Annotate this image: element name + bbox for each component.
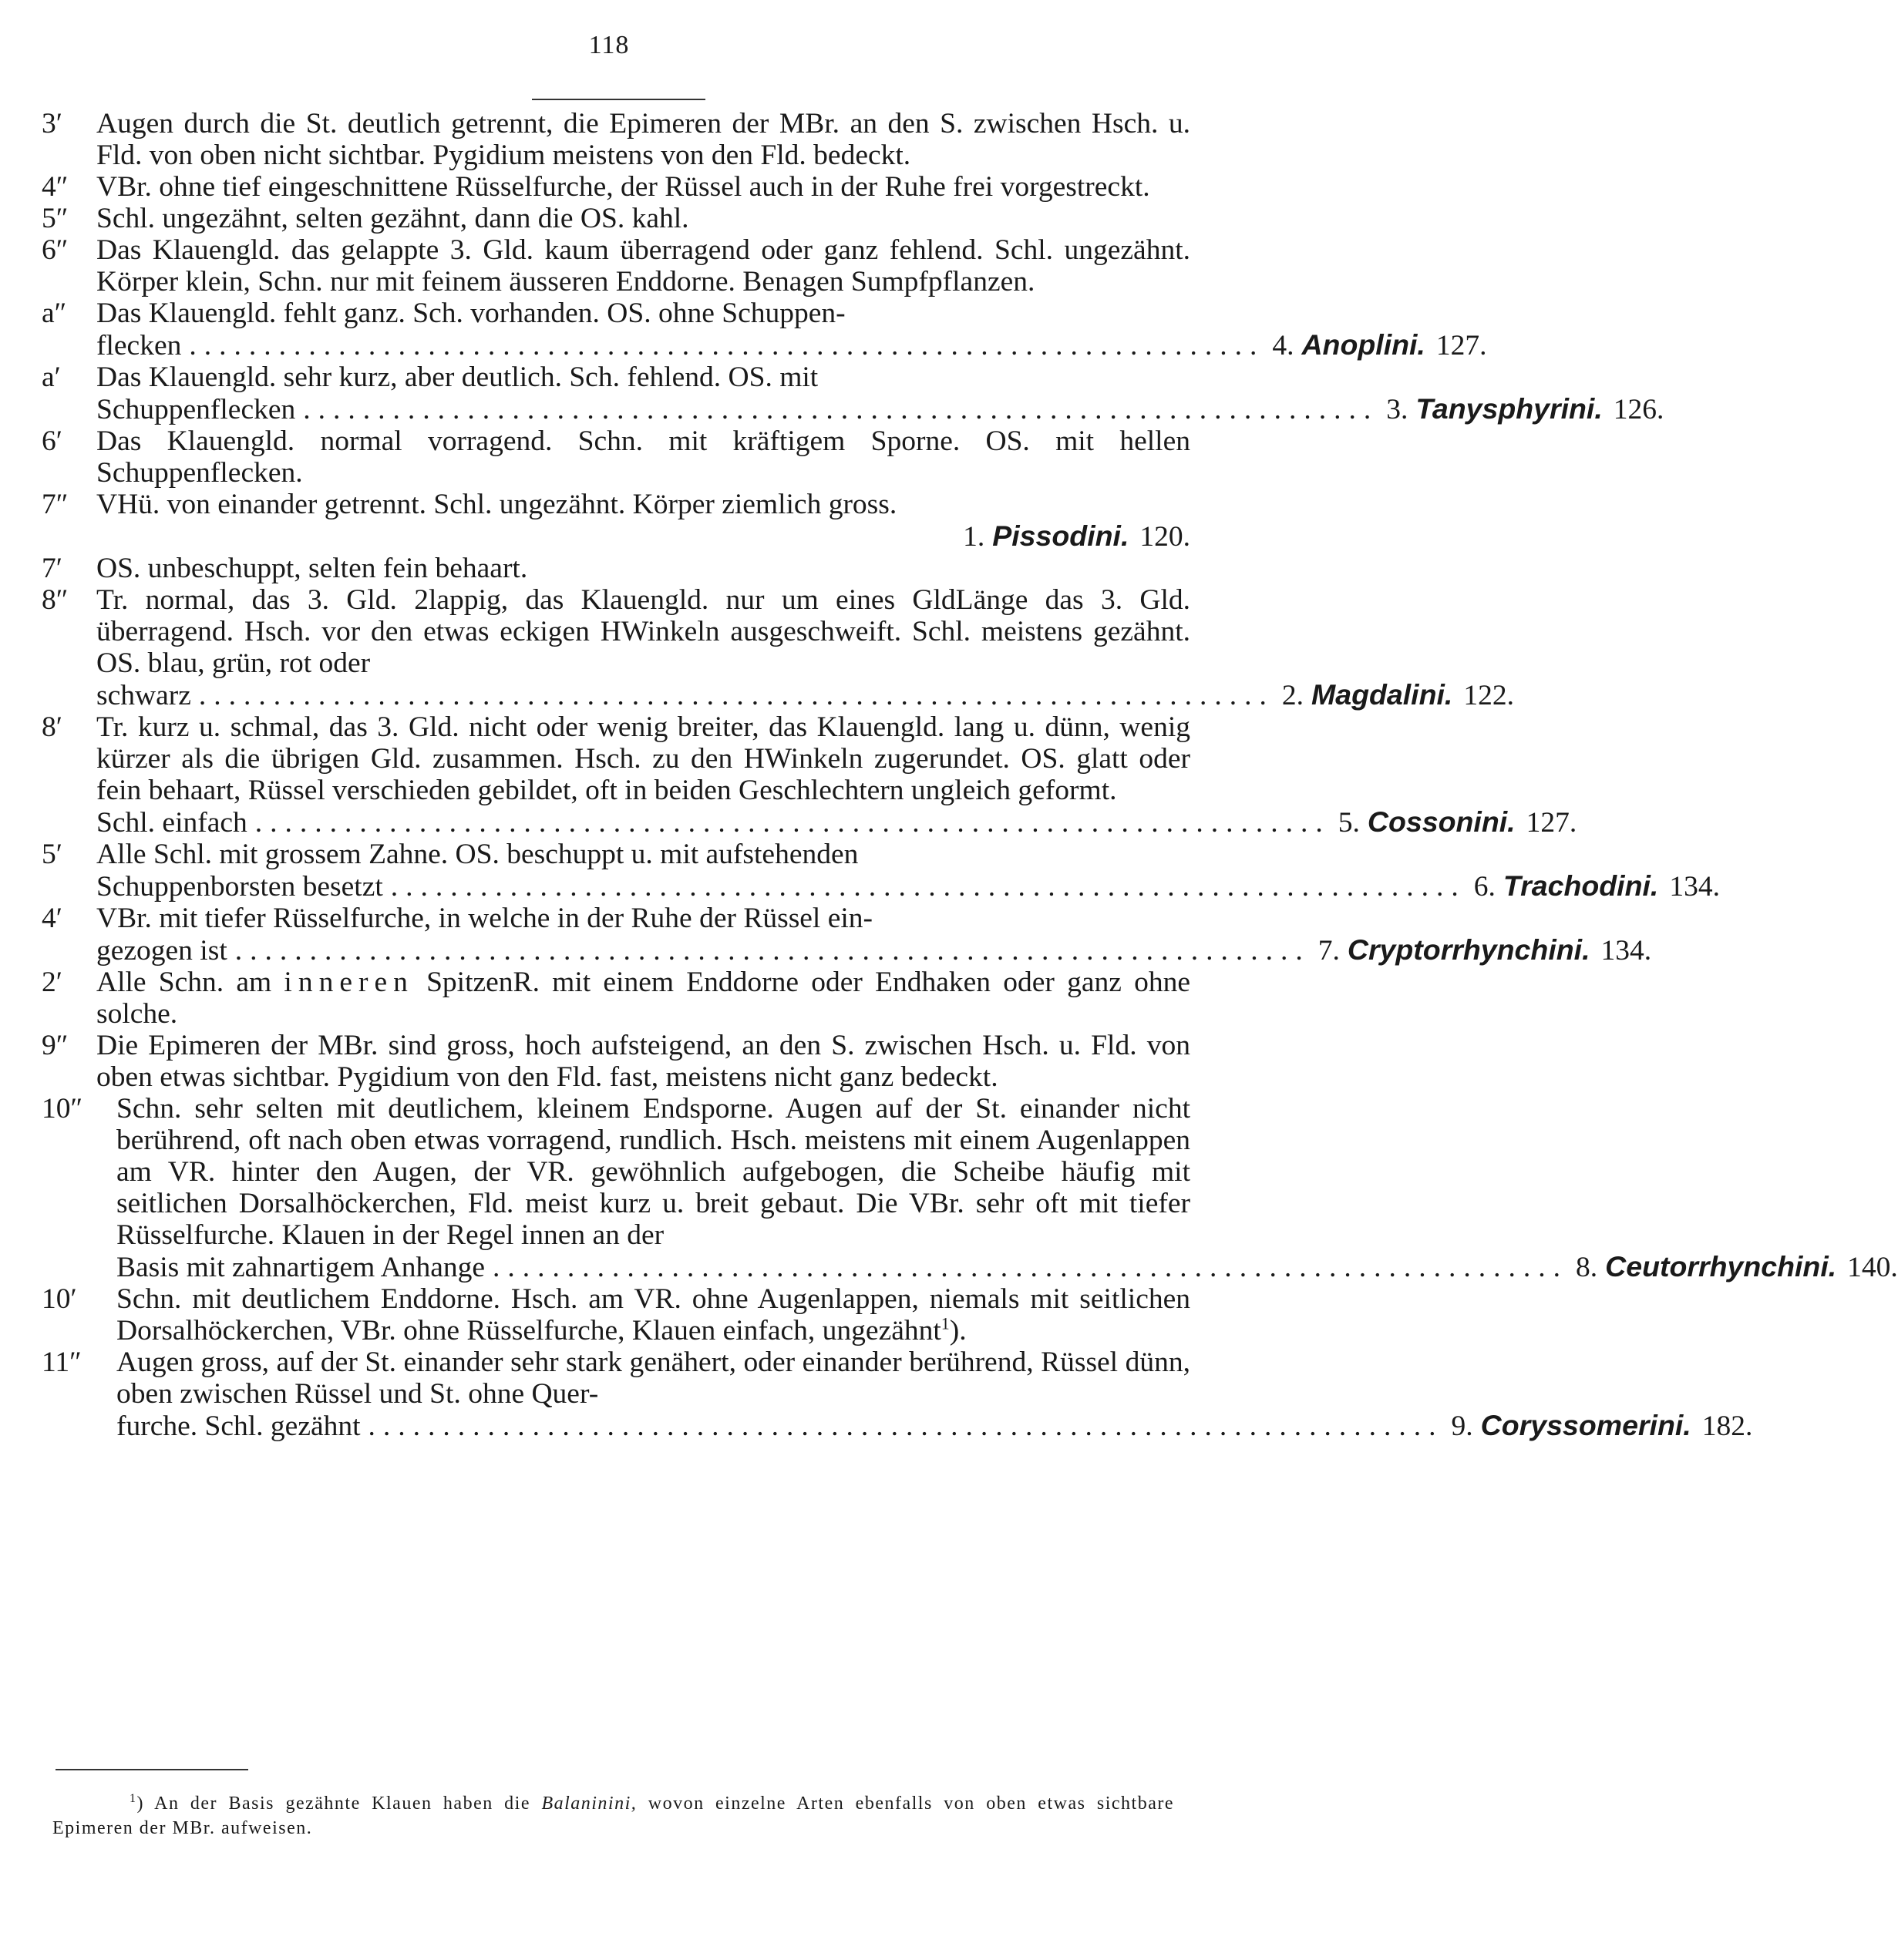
entry-text: Das Klauengld. das gelappte 3. Gld. kaum überragend oder ganz fehlend. Schl. ungezähnt. Körper klein, Schn. nur mit feinem äusseren Enddorne. Benagen Sumpfpflanzen. [96, 234, 1190, 298]
entry-text: VBr. ohne tief eingeschnittene Rüsselfurche, der Rüssel auch in der Ruhe frei vorgestreckt. [96, 171, 1150, 203]
entry-number: 6′ [42, 425, 62, 457]
entry-text-rest: SpitzenR. mit einem Enddorne oder Endhaken oder ganz ohne solche. [96, 967, 1190, 1030]
key-entry [42, 584, 1514, 711]
entry-number: 11″ [42, 1346, 82, 1378]
tribe-number: 7. [1317, 935, 1340, 967]
tribe-number: 1. [963, 521, 985, 553]
footnote-text-start: ) An der Basis gezähnte Klauen haben die [136, 1794, 530, 1814]
page-reference: 134. [1669, 871, 1720, 903]
entry-text: Alle Schl. mit grossem Zahne. OS. beschuppt u. mit aufstehenden [96, 839, 859, 870]
entry-number: 5′ [42, 839, 62, 870]
key-entry [42, 967, 1190, 1030]
leader-dots: ........................................................................ [368, 1410, 1444, 1442]
key-entry [42, 108, 1190, 171]
leader-dots: ........................................................................ [189, 330, 1265, 361]
page-reference: 126. [1613, 394, 1664, 425]
entry-number: 10′ [42, 1283, 77, 1315]
key-entry [42, 1346, 1753, 1442]
entry-text: Tr. normal, das 3. Gld. 2lappig, das Klauengld. nur um eines GldLänge das 3. Gld. überragend. Hsch. vor den etwas eckigen HWinkeln ausgeschweift. Schl. meistens gezähnt. OS. blau, grün, rot oder [96, 584, 1190, 679]
tribe-reference-line [116, 1409, 1753, 1442]
key-entry [42, 203, 1190, 234]
entry-number: 2′ [42, 967, 62, 998]
spaced-emphasis: inneren [284, 967, 414, 998]
entry-number: 8′ [42, 711, 62, 743]
tribe-name: Anoplini. [1301, 328, 1425, 361]
entry-number: a′ [42, 361, 61, 393]
entry-number: 5″ [42, 203, 69, 234]
footnote-text-end: wovon einzelne Arten ebenfalls von oben etwas sichtbare Epimeren der MBr. aufweisen. [52, 1794, 1175, 1838]
entry-text: VHü. von einander getrennt. Schl. ungezähnt. Körper ziemlich gross. [96, 489, 897, 520]
leader-dots: ........................................................................ [234, 935, 1311, 967]
tribe-name: Pissodini. [992, 519, 1129, 552]
tribe-number: 6. [1473, 871, 1496, 903]
entry-number: 7″ [42, 489, 69, 520]
tribe-number: 9. [1451, 1410, 1473, 1442]
page-reference: 127. [1435, 330, 1487, 361]
tribe-name: Coryssomerini. [1480, 1409, 1691, 1441]
entry-number: a″ [42, 298, 67, 329]
entry-number: 7′ [42, 553, 62, 584]
entry-text-end: flecken [96, 330, 182, 361]
page-reference: 134. [1600, 935, 1652, 967]
key-entry [42, 1093, 1898, 1283]
tribe-number: 2. [1281, 680, 1304, 711]
entry-text: Das Klauengld. sehr kurz, aber deutlich. Sch. fehlend. OS. mit [96, 361, 819, 393]
page-reference: 122. [1463, 680, 1514, 711]
entry-text: Augen durch die St. deutlich getrennt, die Epimeren der MBr. an den S. zwischen Hsch. u. Fld. von oben nicht sichtbar. Pygidium meistens von den Fld. bedeckt. [96, 108, 1190, 171]
tribe-reference-line [96, 392, 1664, 425]
leader-dots: ........................................................................ [390, 871, 1466, 903]
entry-text-start: Alle Schn. am [96, 967, 272, 998]
key-entry [42, 903, 1652, 967]
entry-text-end: schwarz [96, 680, 191, 711]
entry-number: 10″ [42, 1093, 83, 1125]
entry-text: Schn. sehr selten mit deutlichem, kleinem Endsporne. Augen auf der St. einander nicht berührend, oft nach oben etwas vorragend, rundlich. Hsch. meistens mit einem Augenlappen am VR. hinter den Augen, der VR. gewöhnlich aufgebogen, die Scheibe häufig mit seitlichen Dorsalhöckerchen, Fld. meist kurz u. breit gebaut. Die VBr. sehr oft mit tiefer Rüsselfurche. Klauen in der Regel innen an der [116, 1093, 1190, 1251]
tribe-name: Tanysphyrini. [1415, 392, 1603, 425]
entry-text-end: Schuppenflecken [96, 394, 296, 425]
key-entry [42, 1030, 1190, 1093]
tribe-reference-line [116, 1250, 1898, 1283]
entry-number: 8″ [42, 584, 69, 616]
tribe-name: Ceutorrhynchini. [1605, 1250, 1837, 1283]
tribe-name: Magdalini. [1311, 678, 1453, 711]
entry-text: Tr. kurz u. schmal, das 3. Gld. nicht oder wenig breiter, das Klauengld. lang u. dünn, wenig kürzer als die übrigen Gld. zusammen. Hsch. zu den HWinkeln zugerundet. OS. glatt oder fein behaart, Rüssel verschieden gebildet, oft in beiden Geschlechtern ungleich geformt. [96, 711, 1190, 806]
tribe-name: Cryptorrhynchini. [1347, 933, 1590, 966]
entry-text-end: furche. Schl. gezähnt [116, 1410, 361, 1442]
leader-dots: ........................................................................ [198, 680, 1274, 711]
entry-text: Das Klauengld. fehlt ganz. Sch. vorhanden. OS. ohne Schuppen- [96, 298, 846, 329]
footnote-italic-term: Balaninini, [541, 1794, 638, 1814]
key-entry [42, 361, 1664, 425]
entry-number: 6″ [42, 234, 69, 266]
entry-text-end: Basis mit zahnartigem Anhange [116, 1252, 486, 1283]
key-entry [42, 171, 1190, 203]
entry-text-end: Schl. einfach [96, 807, 247, 839]
tribe-reference-line [96, 869, 1720, 903]
page-reference: 120. [1139, 521, 1190, 553]
page-reference: 127. [1526, 807, 1577, 839]
tribe-reference-line [96, 678, 1514, 711]
entry-text: Die Epimeren der MBr. sind gross, hoch aufsteigend, an den S. zwischen Hsch. u. Fld. von oben etwas sichtbar. Pygidium von den Fld. fast, meistens nicht ganz bedeckt. [96, 1030, 1190, 1093]
leader-dots: ........................................................................ [254, 807, 1331, 839]
page-reference: 140. [1847, 1252, 1898, 1283]
key-entry [42, 711, 1577, 839]
entry-number: 4′ [42, 903, 62, 934]
entry-text [116, 1283, 1190, 1346]
entry-number: 4″ [42, 171, 69, 203]
footnote-number: 1 [130, 1792, 137, 1805]
entry-text-end: Schuppenborsten besetzt [96, 871, 383, 903]
tribe-number: 8. [1576, 1252, 1598, 1283]
header-rule [532, 99, 705, 100]
entry-text [96, 967, 1190, 1030]
tribe-reference-line [96, 328, 1487, 361]
key-entry [42, 425, 1190, 489]
entry-text: Augen gross, auf der St. einander sehr stark genähert, oder einander berührend, Rüssel dünn, oben zwischen Rüssel und St. ohne Quer- [116, 1346, 1190, 1410]
page-number: 118 [588, 31, 630, 59]
entry-text: OS. unbeschuppt, selten fein behaart. [96, 553, 528, 584]
key-entries [42, 108, 1898, 1442]
entry-number: 9″ [42, 1030, 69, 1061]
tribe-reference-line [96, 805, 1577, 839]
entry-text: Schl. ungezähnt, selten gezähnt, dann die OS. kahl. [96, 203, 689, 234]
footnote-marker: 1 [941, 1313, 950, 1333]
page-reference: 182. [1701, 1410, 1753, 1442]
tribe-name: Trachodini. [1503, 869, 1659, 902]
entry-text: VBr. mit tiefer Rüsselfurche, in welche in der Ruhe der Rüssel ein- [96, 903, 873, 934]
key-entry [42, 553, 1190, 584]
entry-text-end: gezogen ist [96, 935, 227, 967]
tribe-reference-line [96, 933, 1652, 967]
footnote-rule [56, 1769, 248, 1770]
entry-text: Das Klauengld. normal vorragend. Schn. mit kräftigem Sporne. OS. mit hellen Schuppenflecken. [96, 425, 1190, 489]
entry-text-body: Schn. mit deutlichem Enddorne. Hsch. am VR. ohne Augenlappen, niemals mit seitlichen Dorsalhöckerchen, VBr. ohne Rüsselfurche, Klauen einfach, ungezähnt [116, 1283, 1190, 1346]
tribe-number: 5. [1338, 807, 1360, 839]
tribe-name: Cossonini. [1367, 805, 1516, 838]
leader-dots: ........................................................................ [303, 394, 1379, 425]
footnote [52, 1787, 1174, 1841]
entry-number: 3′ [42, 108, 62, 140]
key-entry [42, 489, 1190, 553]
tribe-number: 3. [1386, 394, 1408, 425]
key-entry [42, 1283, 1190, 1346]
leader-dots: ........................................................................ [493, 1252, 1569, 1283]
key-entry [42, 234, 1190, 298]
entry-text-close: ). [949, 1315, 967, 1346]
tribe-number: 4. [1272, 330, 1294, 361]
key-entry [42, 839, 1720, 903]
key-entry [42, 298, 1487, 361]
tribe-reference-line [96, 520, 1190, 553]
